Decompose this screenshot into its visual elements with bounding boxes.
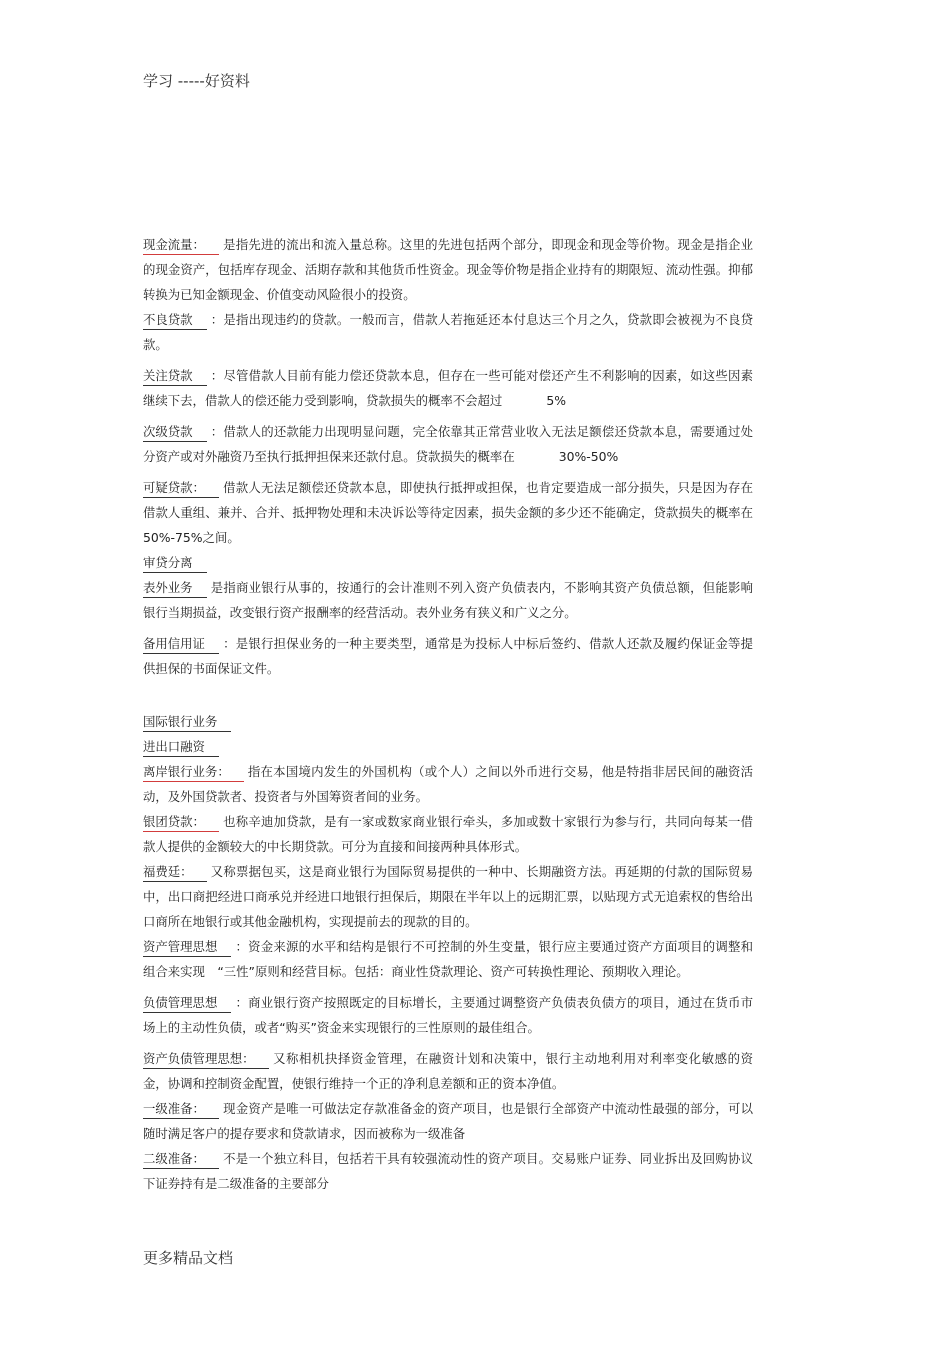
heading-label: 国际银行业务	[143, 713, 231, 732]
entry-syndicated-loan	[143, 809, 753, 859]
entry-primary-reserve	[143, 1096, 753, 1146]
page-header: 学习 -----好资料	[143, 72, 250, 90]
term-label: 负债管理思想	[143, 994, 231, 1013]
page-footer: 更多精品文档	[143, 1249, 234, 1267]
definition-text: 是指商业银行从事的，按通行的会计准则不列入资产负债表内，不影响其资产负债总额，但能影响银行当期损益，改变银行资产报酬率的经营活动。表外业务有狭义和广义之分。	[143, 580, 753, 620]
definition-text: 又称相机抉择资金管理，在融资计划和决策中，银行主动地利用对利率变化敏感的资金，协调和控制资金配置，使银行维持一个正的净利息差额和正的资本净值。	[143, 1051, 753, 1091]
definition-text: 不是一个独立科目，包括若干具有较强流动性的资产项目。交易账户证券、同业拆出及回购协议下证券持有是二级准备的主要部分	[143, 1151, 753, 1191]
term-label: 关注贷款	[143, 367, 207, 386]
heading-loan-separation	[143, 550, 753, 575]
entry-doubtful-loan	[143, 475, 766, 550]
entry-special-mention-loan	[143, 363, 753, 413]
entry-cash-flow	[143, 232, 753, 307]
definition-text: 也称辛迪加贷款，是有一家或数家商业银行牵头，多加或数十家银行为参与行，共同向每某一借款人提供的金额较大的中长期贷款。可分为直接和间接两种具体形式。	[143, 814, 753, 854]
entry-off-balance-sheet	[143, 575, 753, 625]
term-label: 离岸银行业务：	[143, 763, 244, 782]
term-label: 银团贷款：	[143, 813, 219, 832]
definition-text: 是指先进的流出和流入量总称。这里的先进包括两个部分，即现金和现金等价物。现金是指企业的现金资产，包括库存现金、活期存款和其他货币性资金。现金等价物是指企业持有的期限短、流动性强。抑郁转换为已知金额现金、价值变动风险很小的投资。	[143, 237, 753, 302]
term-label: 现金流量：	[143, 236, 219, 255]
definition-number: 5%	[546, 393, 566, 408]
definition-text: ：是指出现违约的贷款。一般而言，借款人若拖延还本付息达三个月之久，贷款即会被视为不良贷款。	[143, 312, 753, 352]
entry-asset-liability-management	[143, 1046, 753, 1096]
entry-secondary-reserve	[143, 1146, 753, 1196]
entry-liability-management	[143, 990, 753, 1040]
heading-label: 审贷分离	[143, 554, 207, 573]
definition-text: 又称票据包买，这是商业银行为国际贸易提供的一种中、长期融资方法。再延期的付款的国际贸易中，出口商把经进口商承兑并经进口地银行担保后，期限在半年以上的远期汇票，以贴现方式无追索权的售给出口商所在地银行或其他金融机构，实现提前去的现款的目的。	[143, 864, 753, 929]
entry-forfaiting	[143, 859, 753, 934]
definition-text: ：尽管借款人目前有能力偿还贷款本息，但存在一些可能对偿还产生不利影响的因素，如这些因素继续下去，借款人的偿还能力受到影响，贷款损失的概率不会超过	[143, 368, 753, 408]
definition-text: ：资金来源的水平和结构是银行不可控制的外生变量，银行应主要通过资产方面项目的调整和组合来实现 “三性”原则和经营目标。包括：商业性贷款理论、资产可转换性理论、预期收入理论。	[143, 939, 753, 979]
definition-text: 借款人无法足额偿还贷款本息，即使执行抵押或担保，也肯定要造成一部分损失，只是因为存在借款人重组、兼并、合并、抵押物处理和未决诉讼等待定因素，损失金额的多少还不能确定，贷款损失的概率在 50%-75%之间。	[143, 480, 766, 545]
definition-text: ：借款人的还款能力出现明显问题，完全依靠其正常营业收入无法足额偿还贷款本息，需要通过处分资产或对外融资乃至执行抵押担保来还款付息。贷款损失的概率在	[143, 424, 753, 464]
term-label: 次级贷款	[143, 423, 207, 442]
document-body	[143, 232, 766, 1196]
term-label: 不良贷款	[143, 311, 207, 330]
term-label: 备用信用证	[143, 635, 219, 654]
definition-text: ：商业银行资产按照既定的目标增长，主要通过调整资产负债表负债方的项目，通过在货币市场上的主动性负债，或者“购买”资金来实现银行的三性原则的最佳组合。	[143, 995, 753, 1035]
term-label: 可疑贷款：	[143, 479, 219, 498]
entry-standby-letter-of-credit	[143, 631, 753, 681]
entry-asset-management	[143, 934, 753, 984]
definition-number: 30%-50%	[558, 449, 619, 464]
entry-offshore-banking	[143, 759, 753, 809]
term-label: 资产管理思想	[143, 938, 231, 957]
definition-text: ：是银行担保业务的一种主要类型，通常是为投标人中标后签约、借款人还款及履约保证金等提供担保的书面保证文件。	[143, 636, 753, 676]
section-gap	[143, 687, 753, 709]
term-label: 资产负债管理思想：	[143, 1050, 269, 1069]
term-label: 一级准备：	[143, 1100, 219, 1119]
entry-substandard-loan	[143, 419, 753, 469]
definition-text: 现金资产是唯一可做法定存款准备金的资产项目，也是银行全部资产中流动性最强的部分，可以随时满足客户的提存要求和贷款请求，因而被称为一级准备	[143, 1101, 753, 1141]
term-label: 福费廷：	[143, 863, 207, 882]
term-label: 二级准备：	[143, 1150, 219, 1169]
term-label: 表外业务	[143, 579, 207, 598]
heading-label: 进出口融资	[143, 738, 219, 757]
heading-import-export-finance	[143, 734, 753, 759]
definition-text: 指在本国境内发生的外国机构（或个人）之间以外币进行交易，他是特指非居民间的融资活动，及外国贷款者、投资者与外国筹资者间的业务。	[143, 764, 753, 804]
heading-international-banking	[143, 709, 753, 734]
entry-nonperforming-loan	[143, 307, 753, 357]
